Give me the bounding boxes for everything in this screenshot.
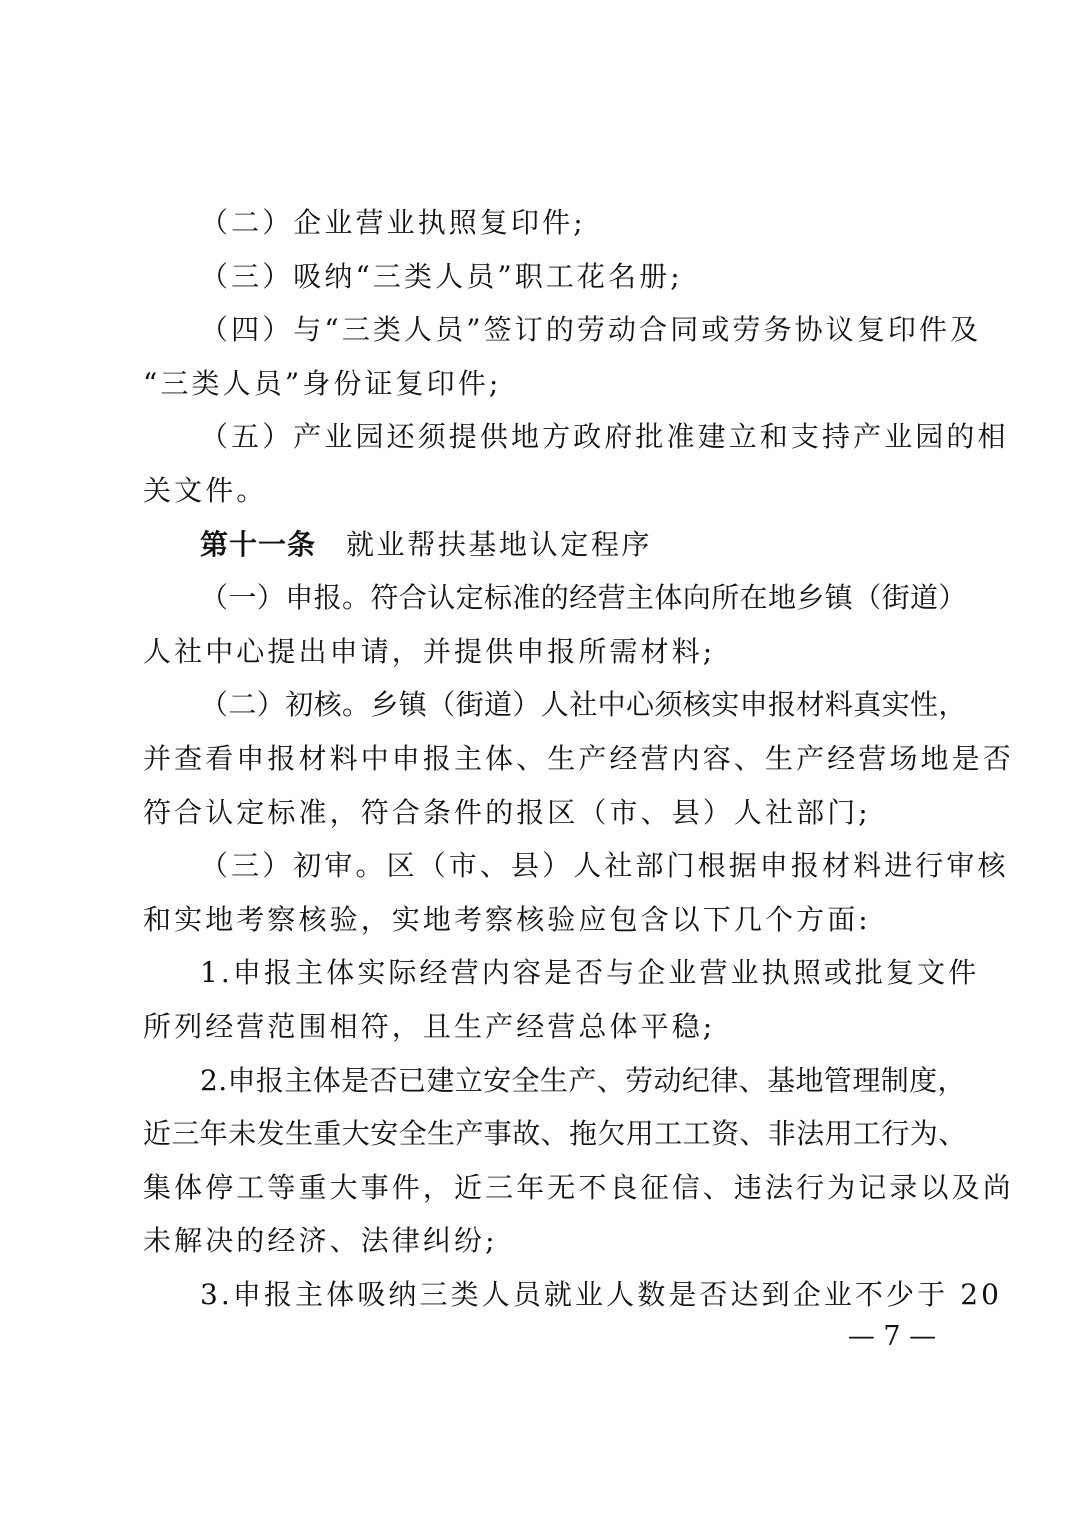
procedure-application-continued: 人社中心提出申请，并提供申报所需材料; <box>143 634 716 668</box>
inspection-item-management-systems-continued-2: 集体停工等重大事件，近三年无不良征信、违法行为记录以及尚 <box>143 1170 1014 1204</box>
procedure-preliminary-review-continued: 和实地考察核验，实地考察核验应包含以下几个方面: <box>143 902 871 936</box>
inspection-item-business-scope-continued: 所列经营范围相符，且生产经营总体平稳; <box>143 1009 716 1043</box>
inspection-item-management-systems-continued-1: 近三年未发生重大安全生产事故、拖欠用工工资、非法用工行为、 <box>143 1117 967 1151</box>
procedure-preliminary-check-continued-2: 符合认定标准，符合条件的报区（市、县）人社部门; <box>143 795 871 829</box>
procedure-preliminary-review: （三）初审。区（市、县）人社部门根据申报材料进行审核 <box>200 849 1009 883</box>
article-title: 就业帮扶基地认定程序 <box>346 527 653 561</box>
article-eleven-heading <box>143 518 943 572</box>
procedure-preliminary-check-continued-1: 并查看申报材料中申报主体、生产经营内容、生产经营场地是否 <box>143 741 1014 775</box>
document-body <box>143 196 1014 1321</box>
inspection-item-management-systems: 2.申报主体是否已建立安全生产、劳动纪律、基地管理制度， <box>200 1063 966 1097</box>
inspection-item-business-scope: 1.申报主体实际经营内容是否与企业营业执照或批复文件 <box>200 956 980 990</box>
list-item-business-license: （二）企业营业执照复印件; <box>200 206 586 239</box>
list-item-industrial-park-documents: （五）产业园还须提供地方政府批准建立和支持产业园的相 <box>200 420 1009 454</box>
inspection-item-employment-count: 3.申报主体吸纳三类人员就业人数是否达到企业不少于 20 <box>200 1277 1003 1311</box>
list-item-employee-roster: （三）吸纳“三类人员”职工花名册; <box>200 259 683 293</box>
list-item-labor-contracts-continued: “三类人员”身份证复印件; <box>143 366 502 400</box>
procedure-preliminary-check: （二）初核。乡镇（街道）人社中心须核实申报材料真实性， <box>200 688 967 722</box>
inspection-item-management-systems-continued-3: 未解决的经济、法律纠纷; <box>143 1224 498 1258</box>
article-number: 第十一条 <box>200 527 317 561</box>
list-item-labor-contracts: （四）与“三类人员”签订的劳动合同或劳务协议复印件及 <box>200 313 982 347</box>
procedure-application: （一）申报。符合认定标准的经营主体向所在地乡镇（街道） <box>200 581 967 615</box>
page-number: — 7 — <box>847 1321 937 1352</box>
list-item-industrial-park-documents-continued: 关文件。 <box>143 473 268 507</box>
